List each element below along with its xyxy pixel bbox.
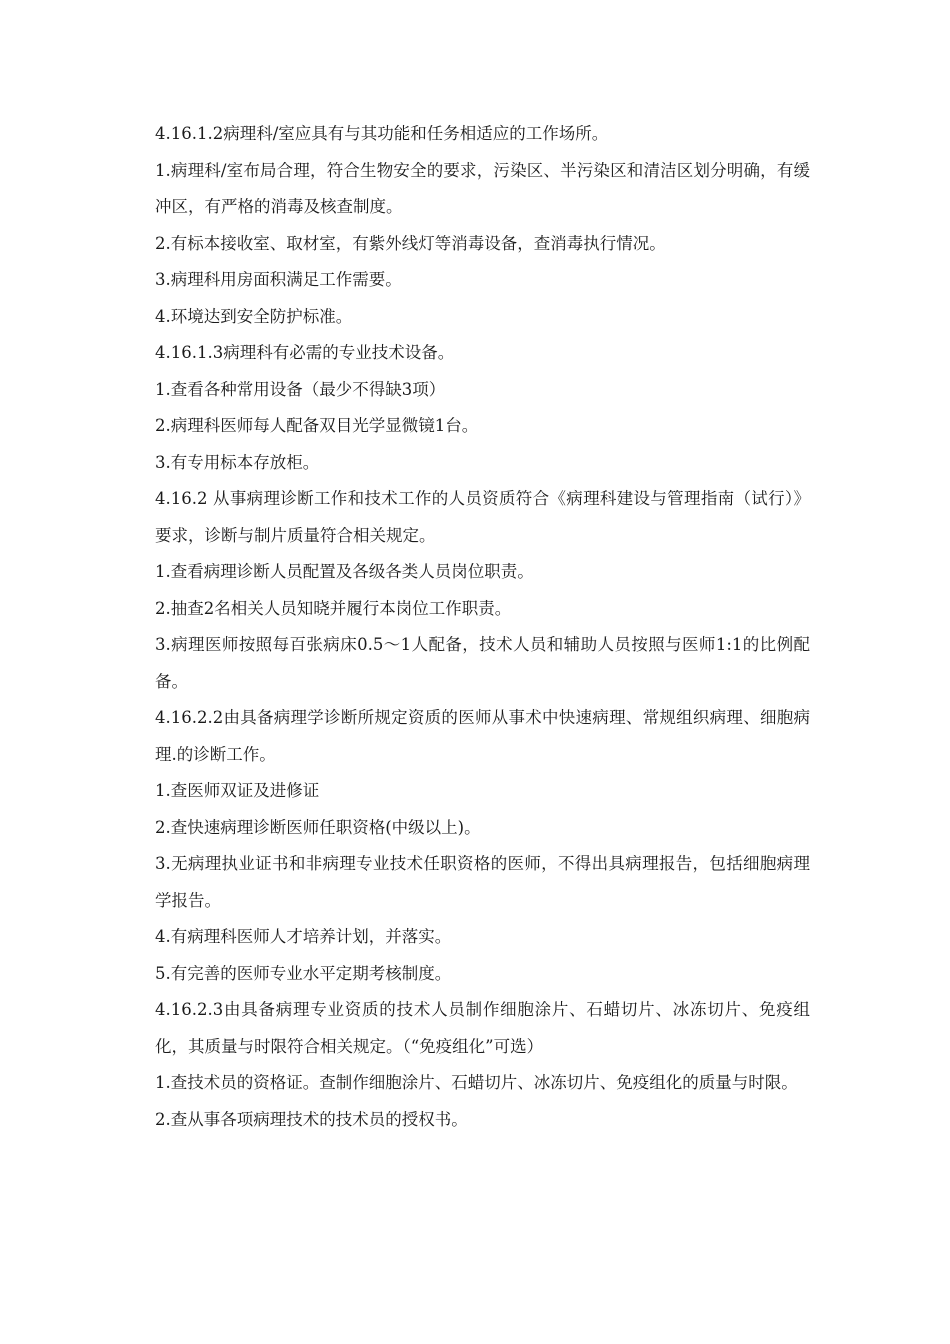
list-item: 1.病理科/室布局合理，符合生物安全的要求，污染区、半污染区和清洁区划分明确，有缓冲区，有严格的消毒及核查制度。 bbox=[155, 160, 810, 216]
list-item: 2.病理科医师每人配备双目光学显微镜1台。 bbox=[155, 416, 479, 435]
list-item: 4.有病理科医师人才培养计划，并落实。 bbox=[155, 927, 452, 946]
list-item: 2.有标本接收室、取材室，有紫外线灯等消毒设备，查消毒执行情况。 bbox=[155, 233, 666, 253]
list-item: 5.有完善的医师专业水平定期考核制度。 bbox=[155, 963, 452, 983]
list-item: 3.无病理执业证书和非病理专业技术任职资格的医师，不得出具病理报告，包括细胞病理学报告。 bbox=[155, 854, 810, 910]
list-item: 1.查技术员的资格证。查制作细胞涂片、石蜡切片、冰冻切片、免疫组化的质量与时限。 bbox=[155, 1073, 798, 1092]
list-item: 2.抽查2名相关人员知晓并履行本岗位工作职责。 bbox=[155, 598, 512, 618]
section-heading-4-16-2: 4.16.2 从事病理诊断工作和技术工作的人员资质符合《病理科建设与管理指南（试行）》要求，诊断与制片质量符合相关规定。 bbox=[155, 489, 810, 545]
list-item: 3.有专用标本存放柜。 bbox=[155, 452, 320, 472]
list-item: 4.环境达到安全防护标准。 bbox=[155, 306, 353, 326]
list-item: 3.病理医师按照每百张病床0.5～1人配备，技术人员和辅助人员按照与医师1:1的比例配备。 bbox=[155, 635, 810, 691]
list-item: 2.查从事各项病理技术的技术员的授权书。 bbox=[155, 1109, 468, 1129]
list-item: 3.病理科用房面积满足工作需要。 bbox=[155, 270, 402, 289]
section-heading-4-16-1-3: 4.16.1.3病理科有必需的专业技术设备。 bbox=[155, 343, 455, 362]
list-item: 1.查看各种常用设备（最少不得缺3项） bbox=[155, 379, 446, 399]
list-item: 2.查快速病理诊断医师任职资格(中级以上)。 bbox=[155, 817, 481, 837]
section-heading-4-16-1-2: 4.16.1.2病理科/室应具有与其功能和任务相适应的工作场所。 bbox=[155, 124, 609, 143]
section-heading-4-16-2-2: 4.16.2.2由具备病理学诊断所规定资质的医师从事术中快速病理、常规组织病理、细胞病理.的诊断工作。 bbox=[155, 708, 810, 764]
list-item: 1.查医师双证及进修证 bbox=[155, 781, 320, 800]
section-heading-4-16-2-3: 4.16.2.3由具备病理专业资质的技术人员制作细胞涂片、石蜡切片、冰冻切片、免疫组化，其质量与时限符合相关规定。（“免疫组化”可选） bbox=[155, 1000, 810, 1056]
list-item: 1.查看病理诊断人员配置及各级各类人员岗位职责。 bbox=[155, 562, 534, 581]
document-body bbox=[155, 116, 810, 1138]
